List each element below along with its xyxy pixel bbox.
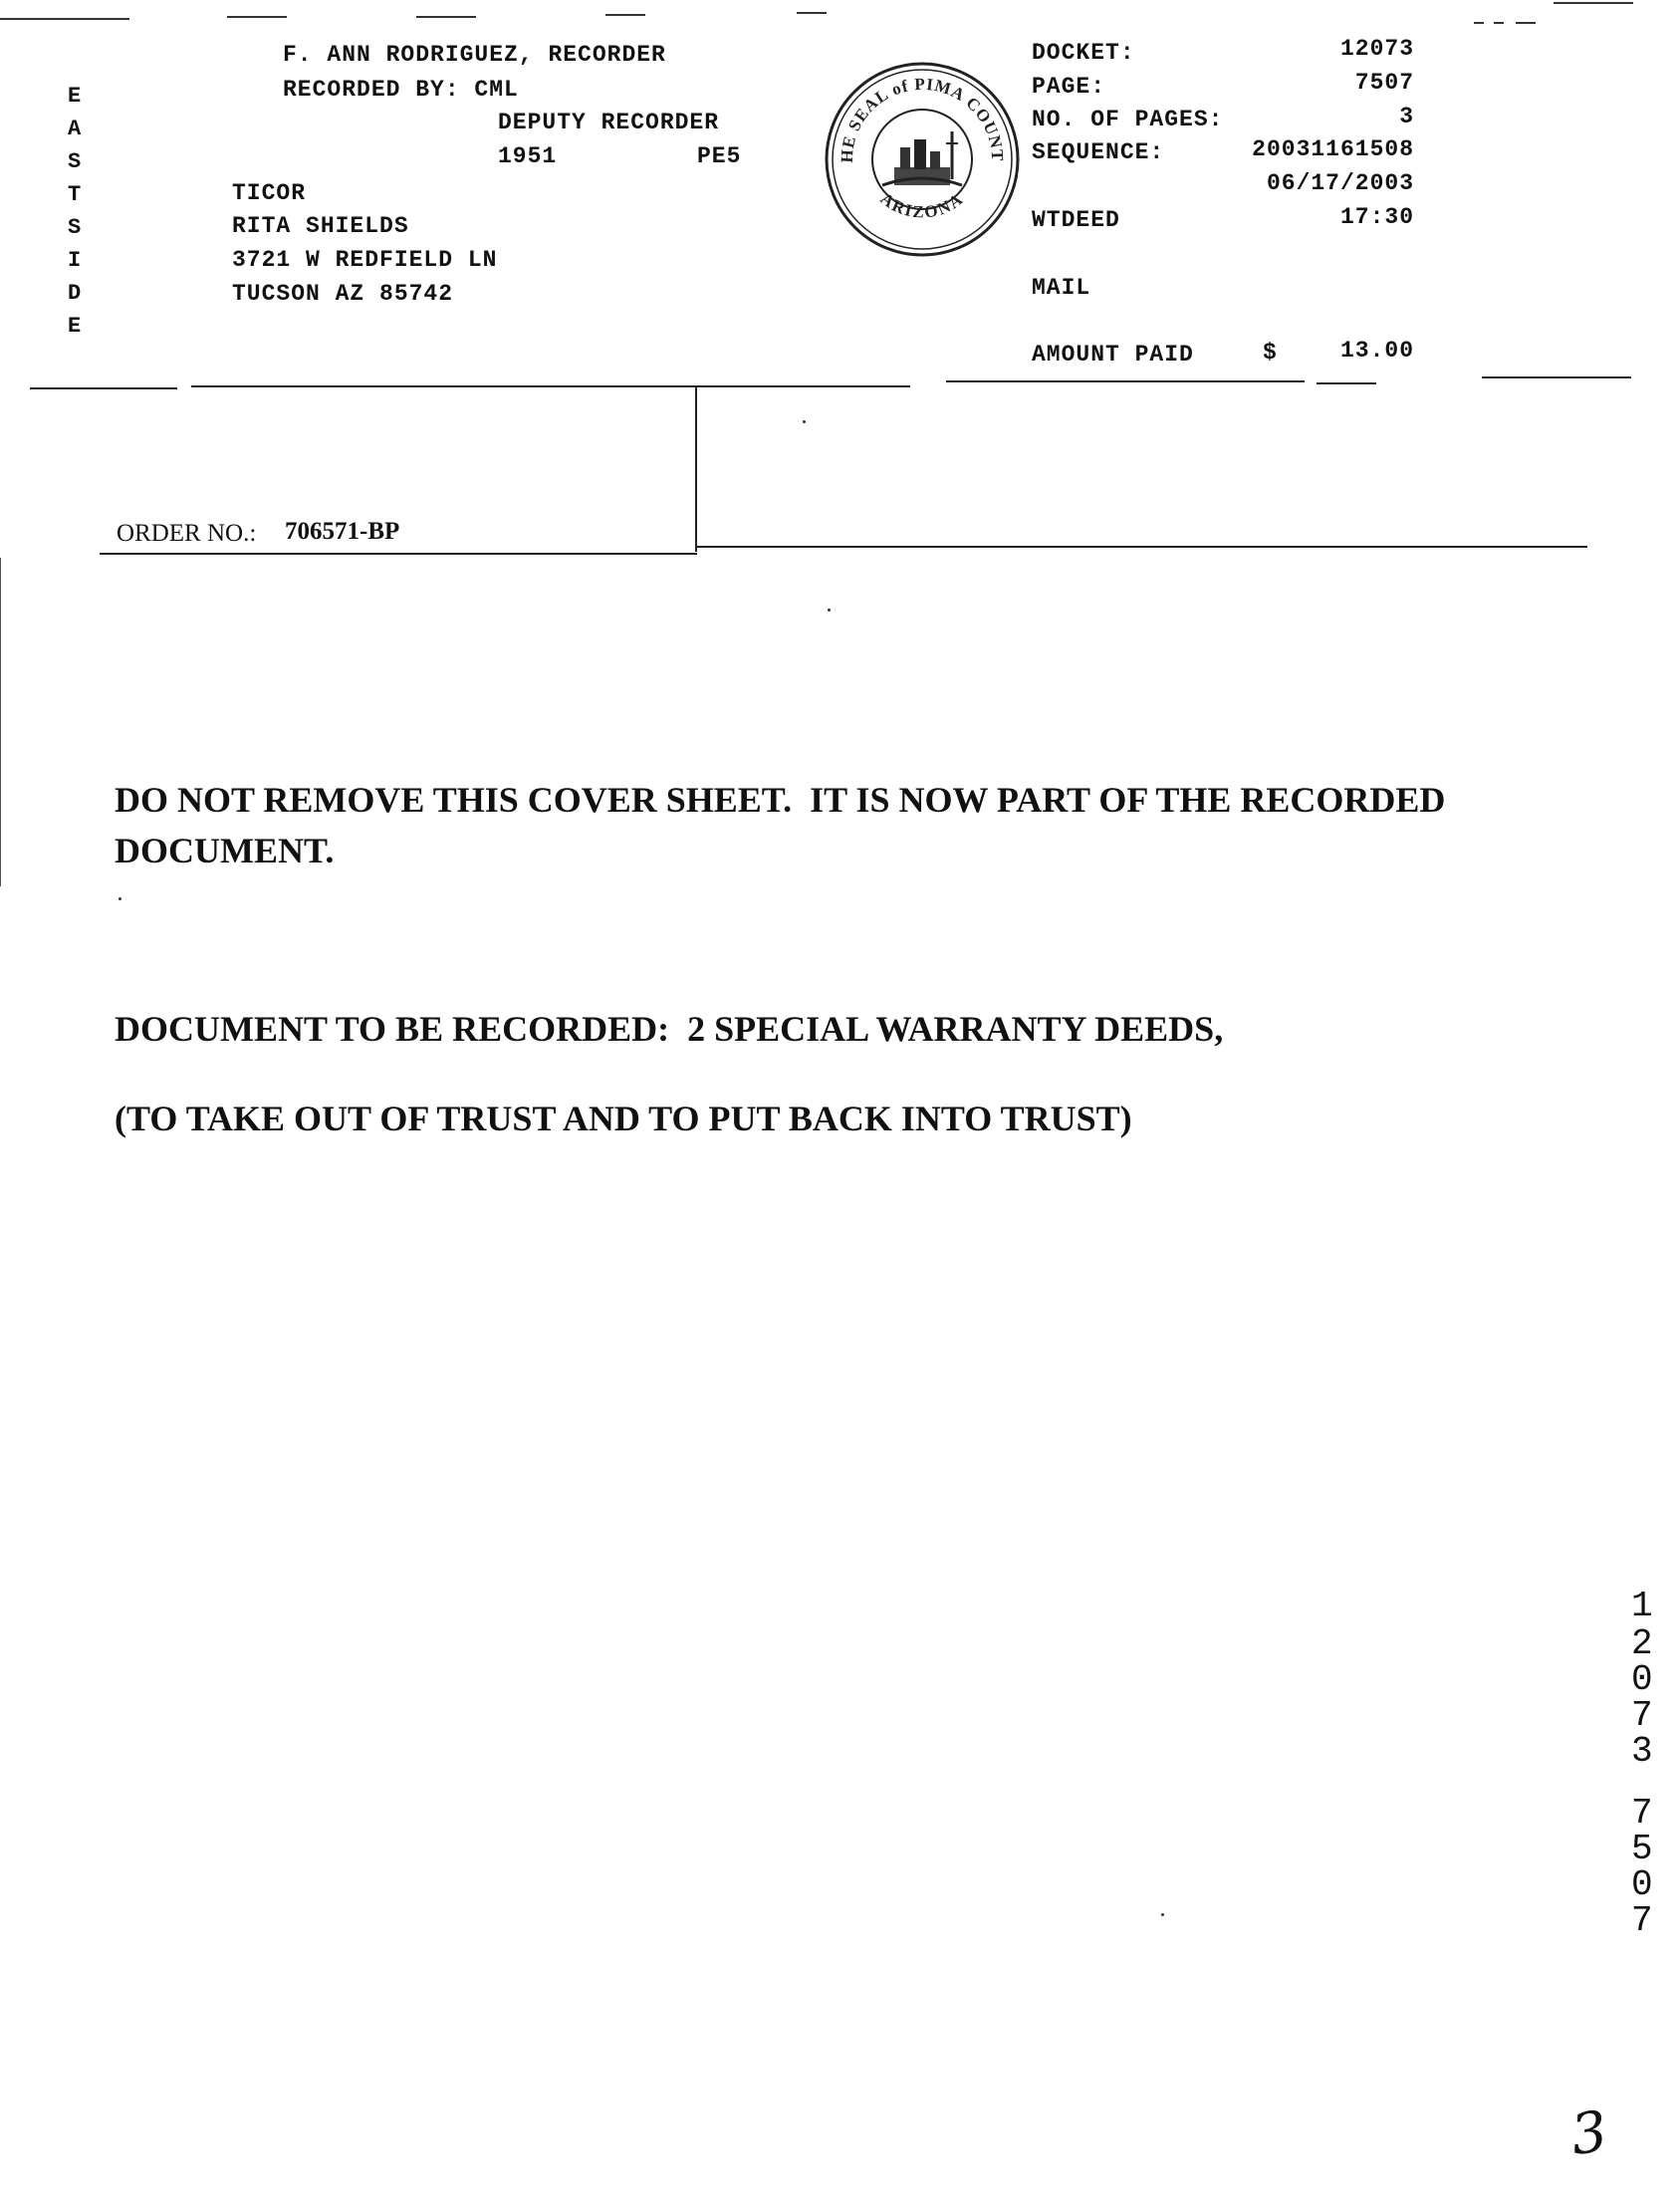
box-divider [695,386,697,552]
side-letter: A [68,117,82,141]
amount-paid-value: 13.00 [1339,338,1414,364]
scan-speck [803,420,806,423]
record-time: 17:30 [1339,204,1414,230]
county-seal [823,60,1022,259]
stamp-digit: 5 [1631,1829,1653,1869]
seal-bottom-text: ARIZONA [876,188,968,222]
order-underline [100,553,697,555]
seal-icon [823,60,1022,259]
addressee-name: RITA SHIELDS [232,213,409,239]
deputy-recorder: DEPUTY RECORDER [498,110,720,135]
scan-dash [227,16,287,18]
scan-dash [1494,22,1504,24]
document-description: DOCUMENT TO BE RECORDED: 2 SPECIAL WARRANTY DEEDS, [115,1009,1224,1049]
pages-value: 3 [1399,104,1414,129]
stamp-digit: 7 [1631,1695,1653,1736]
side-letter: I [68,248,82,273]
handwritten-page-number: 3 [1566,2098,1611,2169]
scan-dash [416,16,476,18]
scan-dash [0,18,129,20]
side-letter: E [68,84,82,109]
cover-sheet-notice: DO NOT REMOVE THIS COVER SHEET. IT IS NOW PART OF THE RECORDED [115,780,1446,820]
scan-dash [1474,22,1484,24]
scan-speck [828,609,831,612]
sequence-value: 20031161508 [1252,136,1414,162]
scan-dash [1516,22,1536,24]
stamp-digit: 1 [1631,1586,1653,1626]
recorder-code-alpha: PE5 [697,143,742,169]
scan-dash [1554,2,1633,4]
side-letter: E [68,314,82,339]
currency-symbol: $ [1263,340,1278,366]
recorded-by: RECORDED BY: CML [283,77,519,103]
side-letter: S [68,215,82,240]
header-divider [1482,376,1631,378]
cover-sheet-notice-continued: DOCUMENT. [115,831,335,870]
stamp-digit: 0 [1631,1659,1653,1700]
side-letter: T [68,182,82,207]
seal-emblem [882,131,962,185]
recorder-name: F. ANN RODRIGUEZ, RECORDER [283,42,666,68]
scan-speck [1161,1913,1164,1916]
record-date: 06/17/2003 [1266,170,1414,196]
stamp-digit: 0 [1631,1864,1653,1905]
scan-dash [605,14,645,16]
scan-speck [119,897,121,900]
document-purpose: (TO TAKE OUT OF TRUST AND TO PUT BACK INTO TRUST) [115,1099,1132,1138]
document-type: WTDEED [1032,207,1120,233]
header-divider [191,385,910,387]
addressee-company: TICOR [232,180,307,206]
pages-label: NO. OF PAGES: [1032,107,1224,132]
recorder-code-number: 1951 [498,143,558,169]
docket-value: 12073 [1339,36,1414,62]
addressee-city: TUCSON AZ 85742 [232,281,454,307]
stamp-digit: 7 [1631,1900,1653,1941]
page-label: PAGE: [1032,74,1106,100]
stamp-digit: 7 [1631,1793,1653,1834]
sequence-label: SEQUENCE: [1032,139,1165,165]
header-divider [946,380,1305,382]
mail-label: MAIL [1032,275,1091,301]
side-letter: D [68,281,82,306]
order-label: ORDER NO.: [117,520,257,547]
side-letter: S [68,149,82,174]
header-divider [30,387,177,389]
stamp-digit: 2 [1631,1623,1653,1664]
stamp-digit: 3 [1631,1731,1653,1772]
order-number: 706571-BP [285,518,400,545]
svg-text:ARIZONA [877,189,968,222]
seal-top-text: HE SEAL of PIMA COUNT [837,74,1008,163]
scan-margin-line [0,558,1,886]
order-underline [695,546,1587,548]
amount-paid-label: AMOUNT PAID [1032,342,1194,368]
page-value: 7507 [1354,70,1414,96]
docket-label: DOCKET: [1032,40,1135,66]
scan-dash [797,12,827,14]
addressee-street: 3721 W REDFIELD LN [232,247,498,273]
header-divider [1317,382,1376,384]
